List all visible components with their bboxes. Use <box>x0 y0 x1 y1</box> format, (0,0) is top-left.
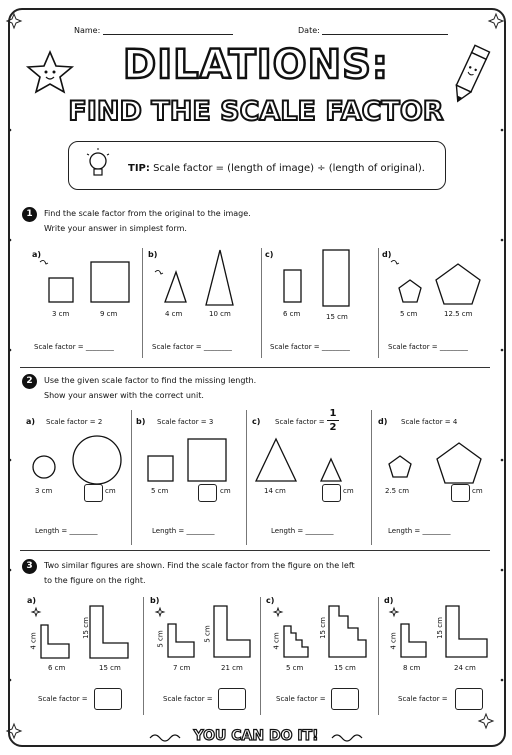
s3-part-c-letter: c) <box>266 596 275 605</box>
s1-a-image: 9 cm <box>100 310 118 318</box>
s3-a-left-w: 6 cm <box>48 664 66 672</box>
s3-a-answer-label: Scale factor = <box>38 695 88 703</box>
l-shape-large <box>90 606 128 658</box>
s2-b-scale: Scale factor = 3 <box>157 418 214 426</box>
step-shape-small <box>284 626 308 657</box>
s1-c-original: 6 cm <box>283 310 301 318</box>
s2-d-scale: Scale factor = 4 <box>401 418 458 426</box>
date-label: Date: <box>298 26 320 35</box>
fraction-denominator: 2 <box>329 422 337 433</box>
s1-part-c-letter: c) <box>265 250 274 259</box>
s3-c-right-h: 15 cm <box>318 617 327 639</box>
pentagon-small <box>389 456 411 477</box>
s2-d-answer[interactable]: Length = ________ <box>388 527 451 535</box>
pentagon-small <box>399 280 421 302</box>
s2-c-given: 14 cm <box>264 487 286 495</box>
s3-b-right-w: 21 cm <box>221 664 243 672</box>
section3-instruction-1: Two similar figures are shown. Find the scale factor from the figure on the left <box>44 561 355 570</box>
s3-a-right-w: 15 cm <box>99 664 121 672</box>
s2-part-d-letter: d) <box>378 417 388 426</box>
fraction-numerator: 1 <box>329 408 337 419</box>
section2-shapes <box>0 435 512 495</box>
s2-part-c-letter: c) <box>252 417 261 426</box>
s3-b-left-w: 7 cm <box>173 664 191 672</box>
s2-a-answer[interactable]: Length = ________ <box>35 527 98 535</box>
s2-a-scale: Scale factor = 2 <box>46 418 103 426</box>
s3-b-left-h: 5 cm <box>156 630 165 648</box>
section1-shapes <box>0 250 512 370</box>
section3-instruction-2: to the figure on the right. <box>44 576 146 585</box>
triangle-large <box>206 250 233 305</box>
s2-d-unit: cm <box>472 487 483 495</box>
s3-a-left-h: 4 cm <box>29 632 38 650</box>
s2-c-answer-box[interactable] <box>322 484 341 502</box>
s2-b-given: 5 cm <box>151 487 169 495</box>
s1-part-d-letter: d) <box>382 250 392 259</box>
section1-instruction-1: Find the scale factor from the original to the image. <box>44 209 251 218</box>
triangle-small <box>165 272 186 302</box>
name-label: Name: <box>74 26 101 35</box>
divider <box>20 550 490 551</box>
s2-c-scale-prefix: Scale factor = <box>275 418 325 426</box>
s3-d-left-h: 4 cm <box>389 632 398 650</box>
s2-c-scale-fraction <box>327 408 339 433</box>
tip-formula: Scale factor = (length of image) ÷ (length of original). <box>153 163 425 174</box>
name-field[interactable] <box>74 26 233 35</box>
s1-a-answer[interactable]: Scale factor = ________ <box>34 343 114 351</box>
s2-part-a-letter: a) <box>26 417 36 426</box>
s2-d-given: 2.5 cm <box>385 487 410 495</box>
s1-d-image: 12.5 cm <box>444 310 473 318</box>
s2-part-b-letter: b) <box>136 417 146 426</box>
pentagon-large <box>436 264 480 304</box>
s1-b-image: 10 cm <box>209 310 231 318</box>
section1-number: 1 <box>22 207 37 222</box>
s3-c-left-h: 4 cm <box>272 632 281 650</box>
s2-b-unit: cm <box>220 487 231 495</box>
circle-small <box>33 456 55 478</box>
section2-instruction-2: Show your answer with the correct unit. <box>44 391 204 400</box>
s3-part-d-letter: d) <box>384 596 394 605</box>
tip-label: TIP: <box>128 163 150 174</box>
s1-b-answer[interactable]: Scale factor = ________ <box>152 343 232 351</box>
square-large <box>188 439 226 481</box>
section2-instruction-1: Use the given scale factor to find the missing length. <box>44 376 257 385</box>
page-title: DILATIONS: <box>123 42 389 88</box>
s3-d-answer-box[interactable] <box>455 688 483 710</box>
lightbulb-icon <box>86 148 110 182</box>
s2-d-answer-box[interactable] <box>451 484 470 502</box>
s3-a-answer-box[interactable] <box>94 688 122 710</box>
s2-b-answer-box[interactable] <box>198 484 217 502</box>
triangle-small <box>321 459 341 481</box>
section1-instruction-2: Write your answer in simplest form. <box>44 224 187 233</box>
rectangle-small <box>284 270 301 302</box>
s1-d-original: 5 cm <box>400 310 418 318</box>
s1-d-answer[interactable]: Scale factor = ________ <box>388 343 468 351</box>
s1-c-image: 15 cm <box>326 313 348 321</box>
l-shape-large <box>446 606 487 657</box>
footer-text: YOU CAN DO IT! <box>193 728 319 744</box>
step-shape-large <box>329 606 366 657</box>
divider <box>20 367 490 368</box>
page-subtitle: FIND THE SCALE FACTOR <box>68 96 444 127</box>
s1-b-original: 4 cm <box>165 310 183 318</box>
s3-a-right-h: 15 cm <box>81 617 90 639</box>
s3-c-left-w: 5 cm <box>286 664 304 672</box>
s3-d-left-w: 8 cm <box>403 664 421 672</box>
square-small <box>49 278 73 302</box>
date-field[interactable] <box>298 26 448 35</box>
s3-c-answer-label: Scale factor = <box>276 695 326 703</box>
s3-b-right-h: 5 cm <box>203 625 212 643</box>
rectangle-large <box>323 250 349 306</box>
tip-text <box>128 163 425 174</box>
section3-number: 3 <box>22 559 37 574</box>
s3-c-right-w: 15 cm <box>334 664 356 672</box>
s3-c-answer-box[interactable] <box>331 688 359 710</box>
s2-a-unit: cm <box>105 487 116 495</box>
s3-d-right-h: 15 cm <box>435 617 444 639</box>
s3-part-a-letter: a) <box>27 596 37 605</box>
pentagon-large <box>437 443 481 483</box>
l-shape-large <box>214 606 250 657</box>
s3-part-b-letter: b) <box>150 596 160 605</box>
s2-c-answer[interactable]: Length = ________ <box>271 527 334 535</box>
s2-b-answer[interactable]: Length = ________ <box>152 527 215 535</box>
s1-a-original: 3 cm <box>52 310 70 318</box>
s3-d-right-w: 24 cm <box>454 664 476 672</box>
s2-a-given: 3 cm <box>35 487 53 495</box>
s1-c-answer[interactable]: Scale factor = ________ <box>270 343 350 351</box>
triangle-large <box>256 439 296 481</box>
l-shape-small <box>401 624 426 657</box>
s1-part-a-letter: a) <box>32 250 42 259</box>
square-large <box>91 262 129 302</box>
s2-a-answer-box[interactable] <box>84 484 103 502</box>
s1-part-b-letter: b) <box>148 250 158 259</box>
l-shape-small <box>168 624 194 657</box>
square-small <box>148 456 173 481</box>
section2-number: 2 <box>22 374 37 389</box>
circle-large <box>73 436 121 484</box>
s3-b-answer-label: Scale factor = <box>163 695 213 703</box>
s2-c-unit: cm <box>343 487 354 495</box>
s3-b-answer-box[interactable] <box>218 688 246 710</box>
s3-d-answer-label: Scale factor = <box>398 695 448 703</box>
l-shape-small <box>41 625 69 658</box>
